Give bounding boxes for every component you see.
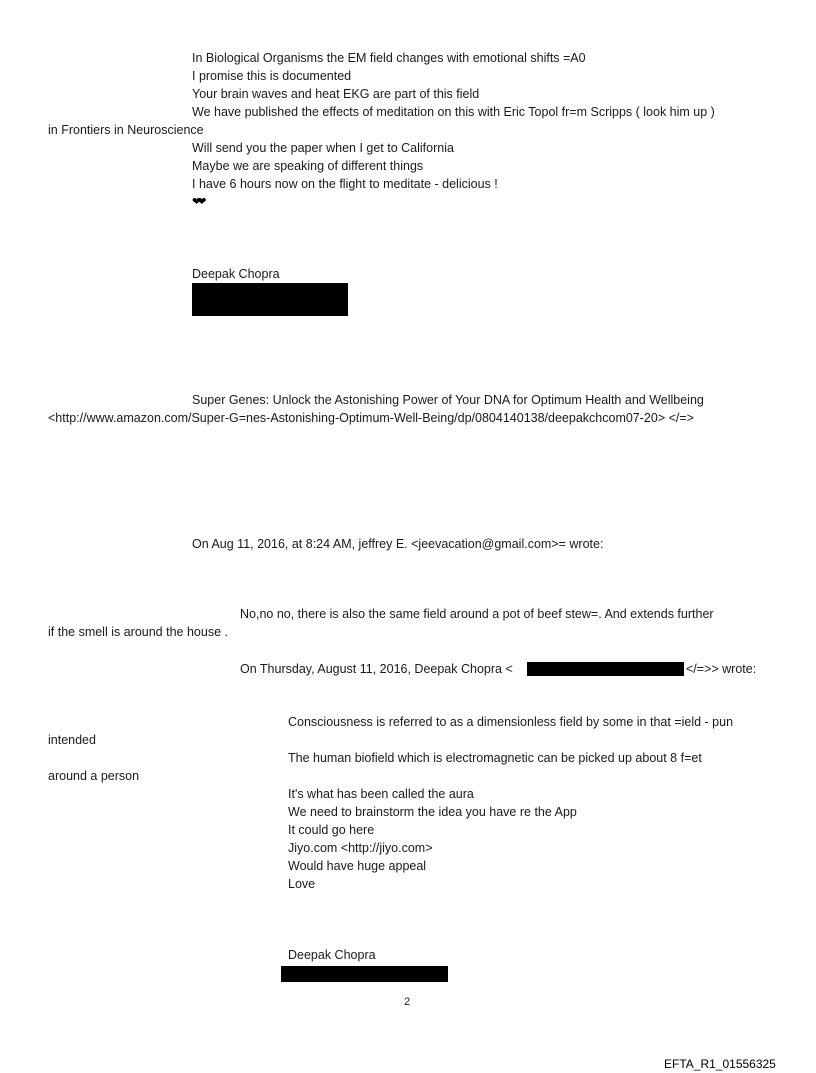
document-id: EFTA_R1_01556325	[664, 1057, 776, 1071]
body-line: in Frontiers in Neuroscience	[48, 123, 204, 137]
quote-line: if the smell is around the house .	[48, 625, 228, 639]
hearts-icon: ❤❤	[192, 196, 203, 208]
page-number: 2	[404, 996, 411, 1008]
book-title: Super Genes: Unlock the Astonishing Power of Your DNA for Optimum Health and Wellbeing	[192, 393, 704, 407]
body-line: Maybe we are speaking of different things	[192, 159, 424, 173]
nested-quote-line: Love	[288, 877, 316, 891]
redaction-block	[527, 662, 684, 676]
signature-name: Deepak Chopra	[288, 948, 376, 962]
body-line: In Biological Organisms the EM field changes with emotional shifts =A0	[192, 51, 586, 65]
signature-name: Deepak Chopra	[192, 267, 280, 281]
body-line: Your brain waves and heat EKG are part of this field	[192, 87, 480, 101]
nested-quote-line: Consciousness is referred to as a dimensionless field by some in that =ield - pun	[288, 715, 734, 729]
nested-quote-line: We need to brainstorm the idea you have re the App	[288, 805, 577, 819]
redaction-block	[281, 966, 448, 982]
nested-quote-line: It could go here	[288, 823, 375, 837]
quote-header-prefix: On Thursday, August 11, 2016, Deepak Chopra <	[240, 662, 513, 676]
body-line: I have 6 hours now on the flight to meditate - delicious !	[192, 177, 498, 191]
nested-quote-line: It's what has been called the aura	[288, 787, 474, 801]
nested-quote-line: intended	[48, 733, 96, 747]
nested-quote-line: The human biofield which is electromagnetic can be picked up about 8 f=et	[288, 751, 702, 765]
quote-header-suffix: </=>> wrote:	[686, 662, 757, 676]
nested-quote-line: around a person	[48, 769, 140, 783]
nested-quote-line[interactable]: Jiyo.com <http://jiyo.com>	[288, 841, 433, 855]
nested-quote-line: Would have huge appeal	[288, 859, 427, 873]
book-link[interactable]: <http://www.amazon.com/Super-G=nes-Astonishing-Optimum-Well-Being/dp/0804140138/deepakchcom07-20> </=>	[48, 411, 694, 425]
body-line: Will send you the paper when I get to California	[192, 141, 454, 155]
body-line: We have published the effects of meditation on this with Eric Topol fr=m Scripps ( look him up )	[192, 105, 715, 119]
quote-header: On Aug 11, 2016, at 8:24 AM, jeffrey E. <jeevacation@gmail.com>= wrote:	[192, 537, 604, 551]
redaction-block	[192, 283, 348, 316]
quote-line: No,no no, there is also the same field around a pot of beef stew=. And extends further	[240, 607, 714, 621]
body-line: I promise this is documented	[192, 69, 352, 83]
